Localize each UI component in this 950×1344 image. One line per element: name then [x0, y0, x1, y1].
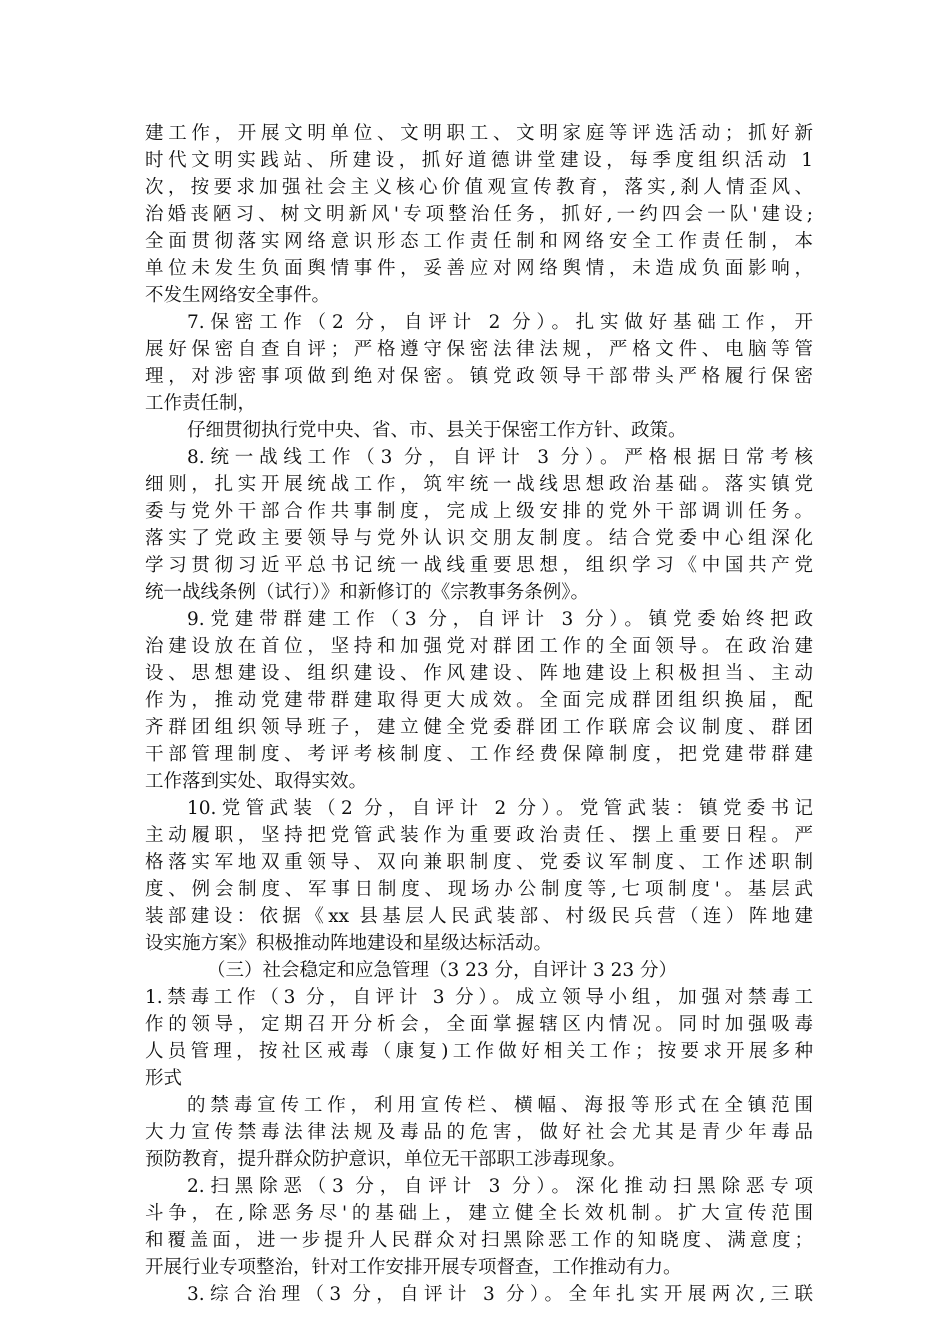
- text-line: 人员管理，按社区戒毒（康复)工作做好相关工作；按要求开展多种: [145, 1041, 813, 1062]
- document-body: [145, 120, 813, 1308]
- text-line: 理，对涉密事项做到绝对保密。镇党政领导干部带头严格履行保密: [145, 366, 813, 387]
- text-line: 治婚丧陋习、树文明新风'专项整治任务，抓好,一约四会一队'建设;: [145, 204, 813, 225]
- text-line: 时代文明实践站、所建设，抓好道德讲堂建设，每季度组织活动 1: [145, 150, 813, 171]
- text-line: 设实施方案》积极推动阵地建设和星级达标活动。: [145, 933, 553, 954]
- text-line: 主动履职，坚持把党管武装作为重要政治责任、摆上重要日程。严: [145, 825, 813, 846]
- section-heading: （三）社会稳定和应急管理（3 23 分，自评计 3 23 分）: [207, 960, 678, 981]
- text-line: 干部管理制度、考评考核制度、工作经费保障制度，把党建带群建: [145, 744, 813, 765]
- text-line: 度、例会制度、军事日制度、现场办公制度等,七项制度'。基层武: [145, 879, 813, 900]
- text-line: 仔细贯彻执行党中央、省、市、县关于保密工作方针、政策。: [187, 420, 687, 441]
- text-line: 1.禁毒工作（3 分，自评计 3 分）。成立领导小组，加强对禁毒工: [145, 987, 813, 1008]
- text-line: 2.扫黑除恶（3 分，自评计 3 分）。深化推动扫黑除恶专项: [187, 1176, 813, 1197]
- text-line: 作的领导，定期召开分析会，全面掌握辖区内情况。同时加强吸毒: [145, 1014, 813, 1035]
- text-line: 展好保密自查自评；严格遵守保密法律法规，严格文件、电脑等管: [145, 339, 813, 360]
- text-line: 不发生网络安全事件。: [145, 285, 331, 306]
- text-line: 开展行业专项整治，针对工作安排开展专项督查，工作推动有力。: [145, 1257, 682, 1278]
- text-line: 装部建设：依据《xx 县基层人民武装部、村级民兵营（连）阵地建: [145, 906, 813, 927]
- text-line: 和覆盖面，进一步提升人民群众对扫黑除恶工作的知晓度、满意度；: [145, 1230, 813, 1251]
- text-line: 建工作，开展文明单位、文明职工、文明家庭等评选活动；抓好新: [145, 123, 813, 144]
- text-line: 统一战线条例（试行）》和新修订的《宗教事务条例》。: [145, 582, 590, 603]
- text-line: 委与党外干部合作共事制度，完成上级安排的党外干部调训任务。: [145, 501, 813, 522]
- text-line: 次，按要求加强社会主义核心价值观宣传教育，落实,刹人情歪风、: [145, 177, 813, 198]
- text-line: 斗争，在,除恶务尽'的基础上，建立健全长效机制。扩大宣传范围: [145, 1203, 813, 1224]
- text-line: 治建设放在首位，坚持和加强党对群团工作的全面领导。在政治建: [145, 636, 813, 657]
- text-line: 大力宣传禁毒法律法规及毒品的危害，做好社会尤其是青少年毒品: [145, 1122, 813, 1143]
- text-line: 工作落到实处、取得实效。: [145, 771, 368, 792]
- text-line: 齐群团组织领导班子，建立健全党委群团工作联席会议制度、群团: [145, 717, 813, 738]
- text-line: 设、思想建设、组织建设、作风建设、阵地建设上积极担当、主动: [145, 663, 813, 684]
- text-line: 9.党建带群建工作（3 分，自评计 3 分）。镇党委始终把政: [187, 609, 813, 630]
- text-line: 落实了党政主要领导与党外认识交朋友制度。结合党委中心组深化: [145, 528, 813, 549]
- text-line: 学习贯彻习近平总书记统一战线重要思想，组织学习《中国共产党: [145, 555, 813, 576]
- text-line: 的禁毒宣传工作，利用宣传栏、横幅、海报等形式在全镇范围: [187, 1095, 813, 1116]
- text-line: 3.综合治理（3 分，自评计 3 分）。全年扎实开展两次,三联: [187, 1284, 813, 1305]
- text-line: 预防教育，提升群众防护意识，单位无干部职工涉毒现象。: [145, 1149, 627, 1170]
- text-line: 作为，推动党建带群建取得更大成效。全面完成群团组织换届，配: [145, 690, 813, 711]
- text-line: 全面贯彻落实网络意识形态工作责任制和网络安全工作责任制，本: [145, 231, 813, 252]
- text-line: 格落实军地双重领导、双向兼职制度、党委议军制度、工作述职制: [145, 852, 813, 873]
- text-line: 8.统一战线工作（3 分，自评计 3 分）。严格根据日常考核: [187, 447, 813, 468]
- text-line: 10.党管武装（2 分，自评计 2 分）。党管武装：镇党委书记: [187, 798, 813, 819]
- text-line: 7.保密工作（2 分，自评计 2 分）。扎实做好基础工作，开: [187, 312, 813, 333]
- text-line: 工作责任制，: [145, 393, 257, 414]
- text-line: 细则，扎实开展统战工作，筑牢统一战线思想政治基础。落实镇党: [145, 474, 813, 495]
- text-line: 单位未发生负面舆情事件，妥善应对网络舆情，未造成负面影响，: [145, 258, 813, 279]
- text-line: 形式: [145, 1068, 183, 1089]
